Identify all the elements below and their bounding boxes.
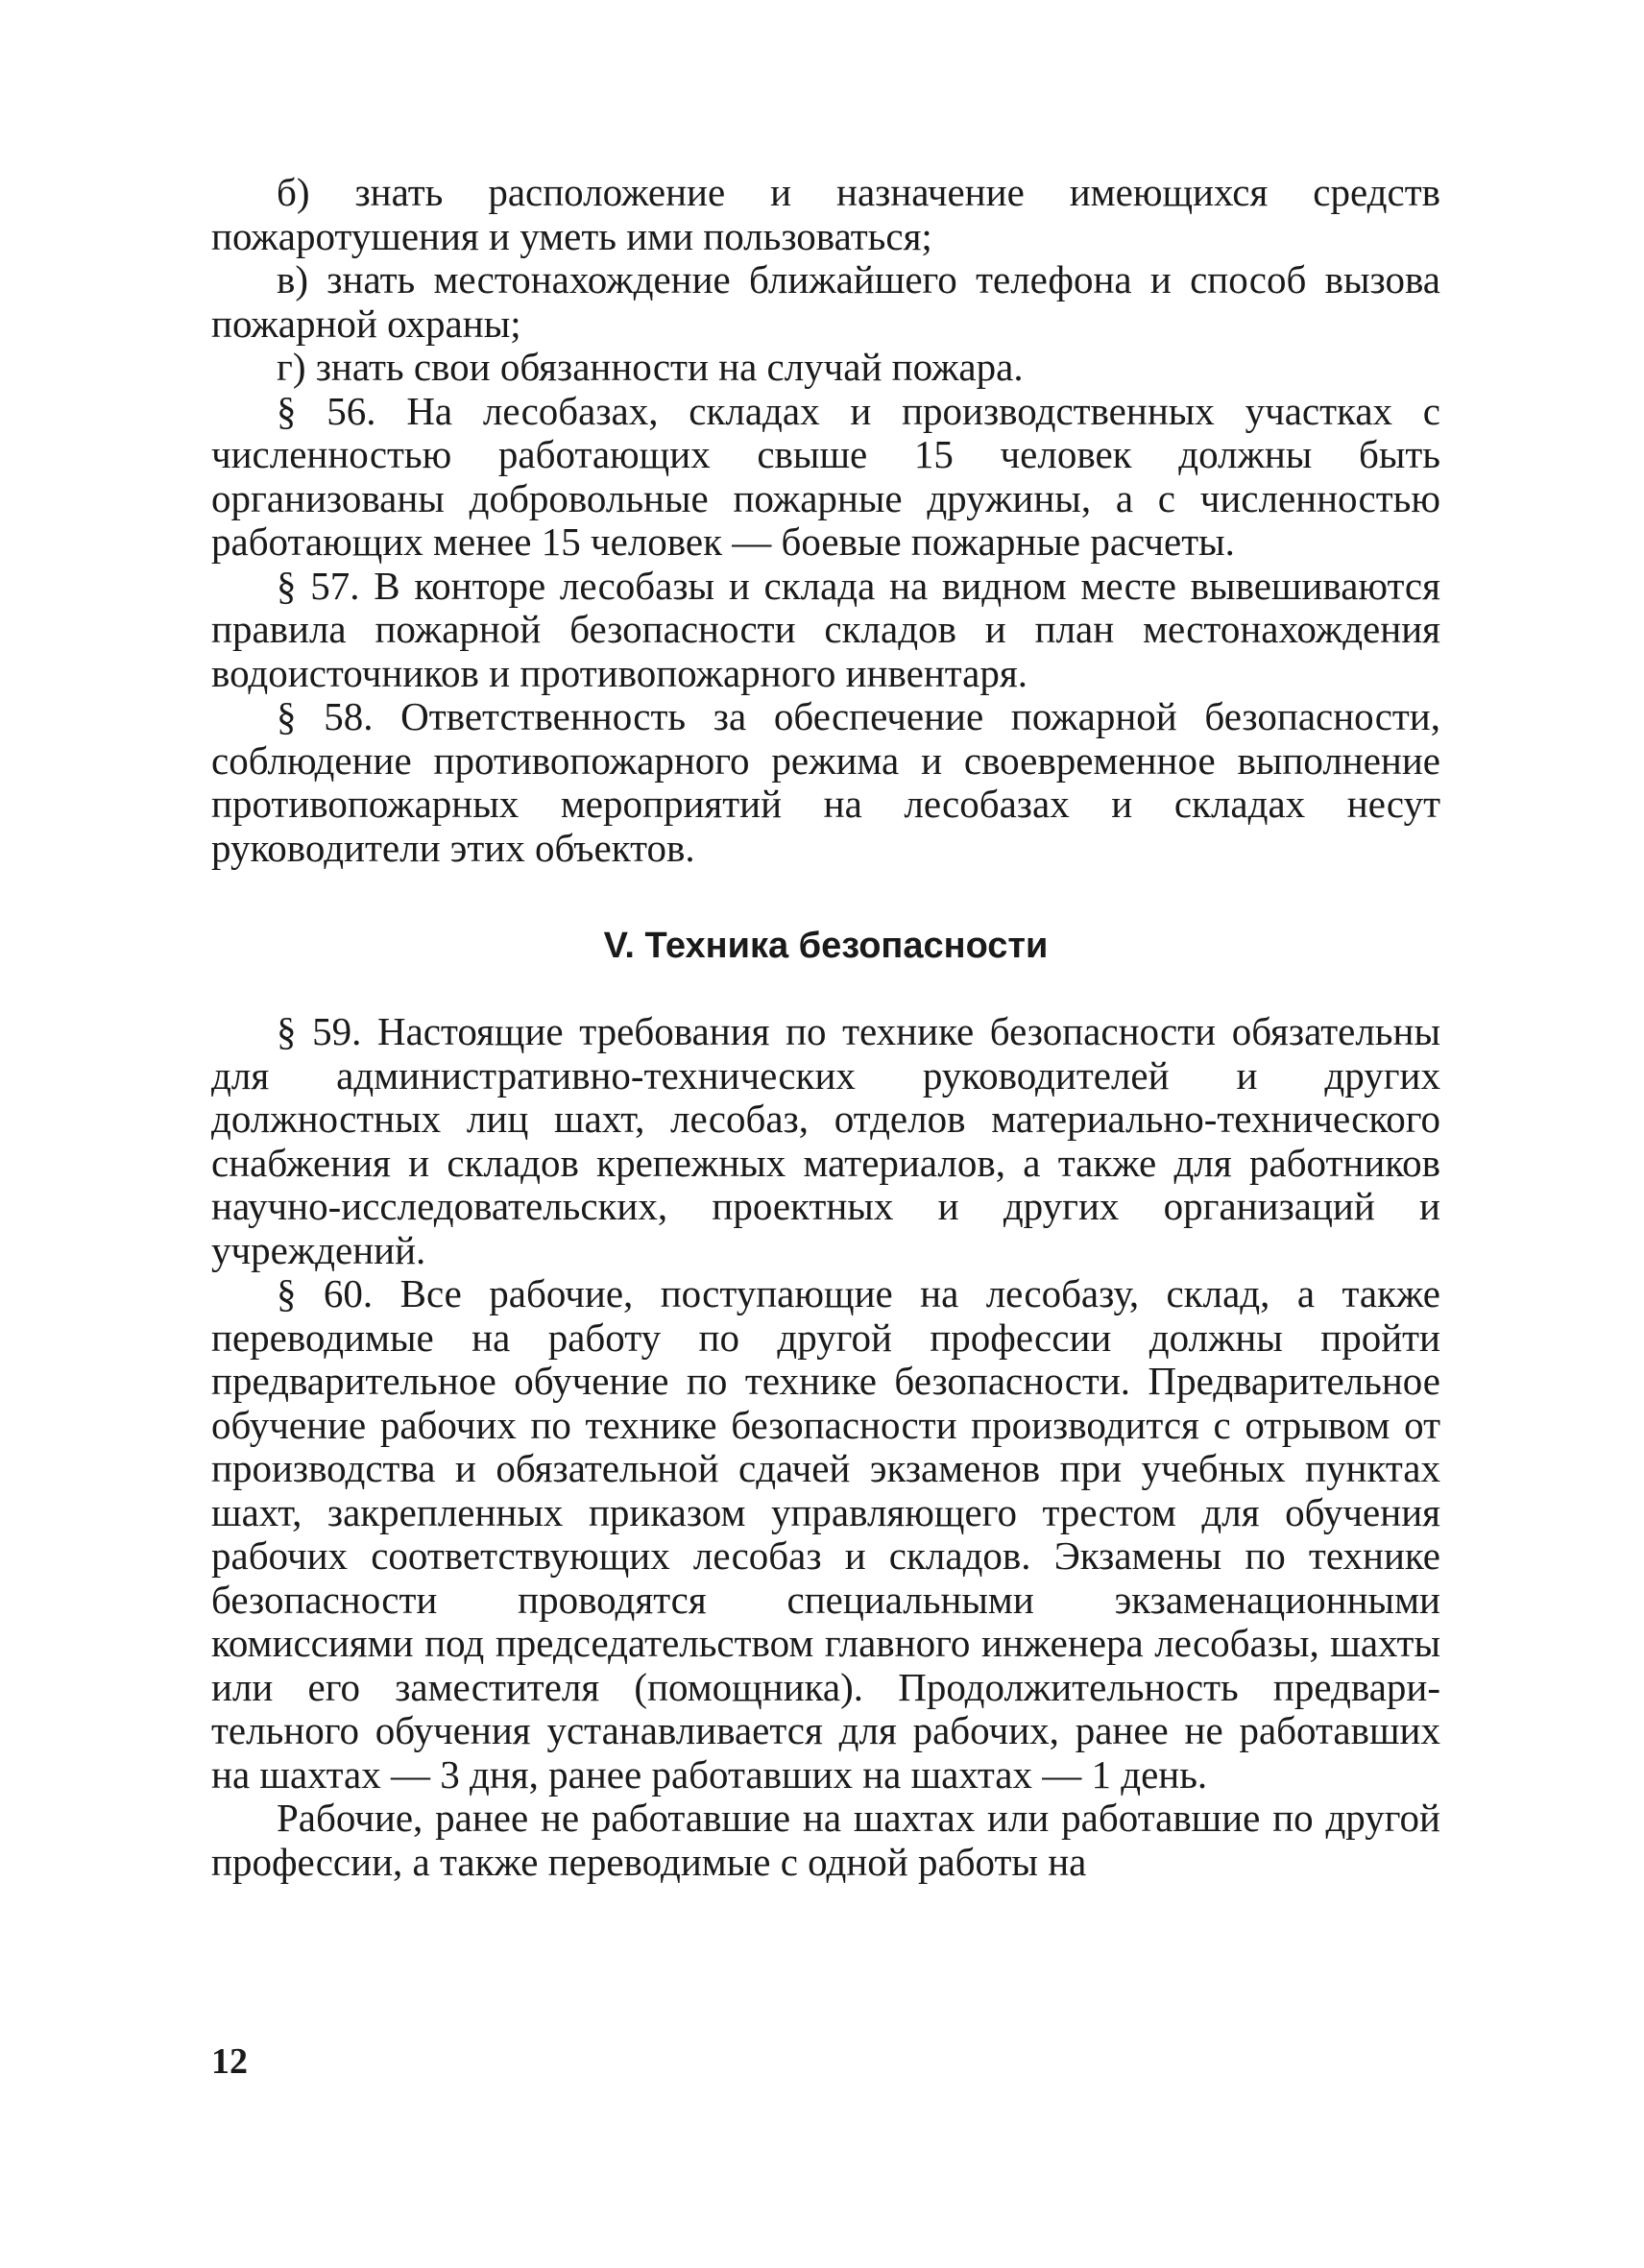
section-heading: V. Техника безопасности xyxy=(603,926,1049,966)
paragraph-g: г) знать свои обязанности на случай пожара. xyxy=(277,345,1024,389)
paragraph-b: б) знать расположение и назначение имеющихся средств пожаротушения и уметь ими пользоваться; xyxy=(211,170,1440,258)
paragraph-57: § 57. В конторе лесобазы и склада на видном месте вывешиваются правила пожарной безопасности складов и план местонахождения водоисточников и противопожарного инвентаря. xyxy=(211,563,1440,695)
paragraph-59: § 59. Настоящие требования по технике безопасности обязательны для административно-технических руководителей и других должностных лиц шахт, лесобаз, отделов материально-технического снабжения и складов крепежных материалов, а также для работников научно-исследовательских, проектных и других организаций и учреждений. xyxy=(211,1009,1440,1272)
paragraph-workers: Рабочие, ранее не работавшие на шахтах или работавшие по другой профессии, а также переводимые с одной работы на xyxy=(211,1796,1440,1884)
page-number: 12 xyxy=(211,2041,248,2082)
page-body xyxy=(211,171,1440,1884)
paragraph-56: § 56. На лесобазах, складах и производственных участках с численностью работающих свыше 15 человек должны быть организованы добровольные пожарные дружины, а с численностью работающих менее 15 человек — боевые пожарные расчеты. xyxy=(211,388,1440,564)
paragraph-58: § 58. Ответственность за обеспечение пожарной безопасности, соблюдение противопожарного режима и своевременное выполнение противопожарных мероприятий на лесобазах и складах несут руководители этих объектов. xyxy=(211,694,1440,870)
paragraph-60: § 60. Все рабочие, поступающие на лесобазу, склад, а также переводимые на работу по другой профессии должны пройти предварительное обучение по технике безопасности. Предварительное обучение рабочих по технике безопасности производится с отрывом от производства и обязательной сдачей экзаменов при учебных пунктах шахт, закрепленных приказом управляющего трестом для обучения рабочих соответствующих лесобаз и складов. Экзамены по технике безопасности проводятся специальными экзаменационными комиссиями под председательством главного инженера лесобазы, шахты или его заместителя (помощника). Продолжительность предварительного обучения устанавливается для рабочих, ранее не работавших на шахтах — 3 дня, ранее работавших на шахтах — 1 день. xyxy=(211,1271,1440,1797)
paragraph-v: в) знать местонахождение ближайшего телефона и способ вызова пожарной охраны; xyxy=(211,257,1440,346)
